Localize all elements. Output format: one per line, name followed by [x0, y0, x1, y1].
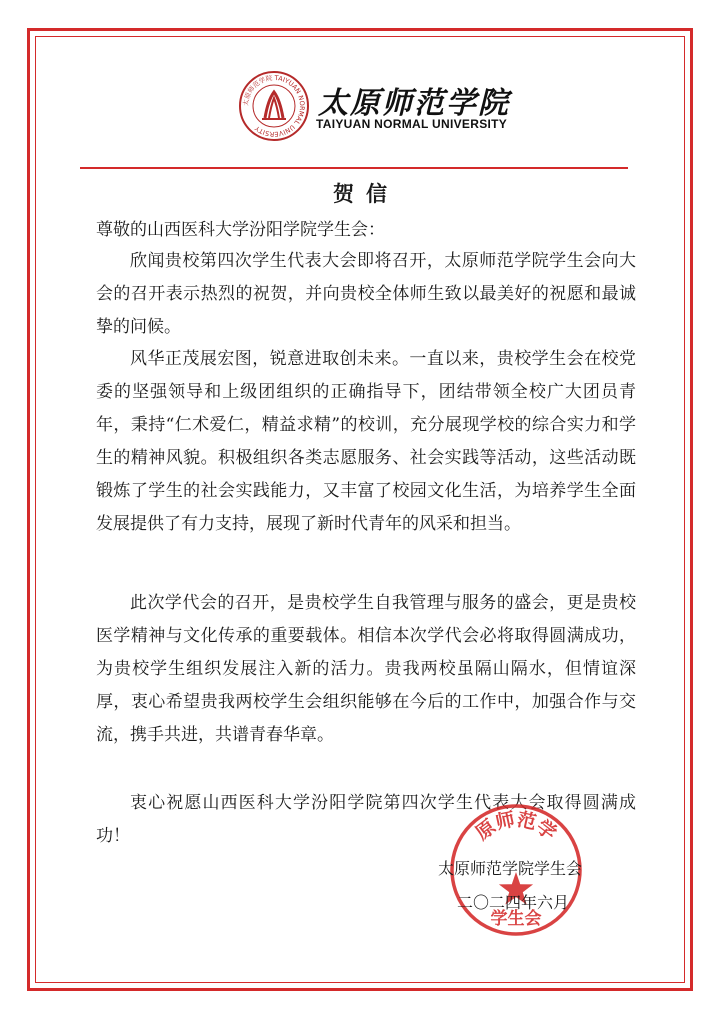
paragraph-2: 风华正茂展宏图，锐意进取创未来。一直以来，贵校学生会在校党委的坚强领导和上级团组织的正确指导下，团结带领全校广大团员青年，秉持“仁术爱仁，精益求精”的校训，充分展现学校的综合实力和学生的精神风貌。积极组织各类志愿服务、社会实践等活动，这些活动既锻炼了学生的社会实践能力，又丰富了校园文化生活，为培养学生全面发展提供了有力支持，展现了新时代青年的风采和担当。	[96, 349, 636, 534]
logo-ring-text: 太原师范学院 TAIYUAN NORMAL UNIVERSITY	[241, 73, 307, 139]
university-name-en: TAIYUAN NORMAL UNIVERSITY	[316, 117, 508, 131]
paragraph-4: 衷心祝愿山西医科大学汾阳学院第四次学生代表大会取得圆满成功！	[96, 793, 636, 846]
university-logo-icon	[238, 70, 310, 142]
paragraph-1: 欣闻贵校第四次学生代表大会即将召开，太原师范学院学生会向大会的召开表示热烈的祝贺，并向贵校全体师生致以最美好的祝愿和最诚挚的问候。	[96, 251, 636, 337]
university-name-cn: 太原师范学院	[318, 86, 510, 121]
signature-organization: 太原师范学院学生会	[438, 859, 583, 878]
salutation: 尊敬的山西医科大学汾阳学院学生会：	[96, 220, 385, 240]
paragraph-3: 此次学代会的召开，是贵校学生自我管理与服务的盛会，更是贵校医学精神与文化传承的重要载体。相信本次学代会必将取得圆满成功，为贵校学生组织发展注入新的活力。贵我两校虽隔山隔水，但情谊深厚，衷心希望贵我两校学生会组织能够在今后的工作中，加强合作与交流，携手共进，共谱青春华章。	[96, 593, 636, 745]
seal-top-text: 原师范学	[471, 808, 561, 845]
letter-title: 贺信	[333, 181, 399, 206]
header-divider	[80, 167, 628, 169]
signature-date: 二〇二四年六月	[457, 893, 570, 912]
seal-bottom-text: 学生会	[490, 909, 542, 929]
